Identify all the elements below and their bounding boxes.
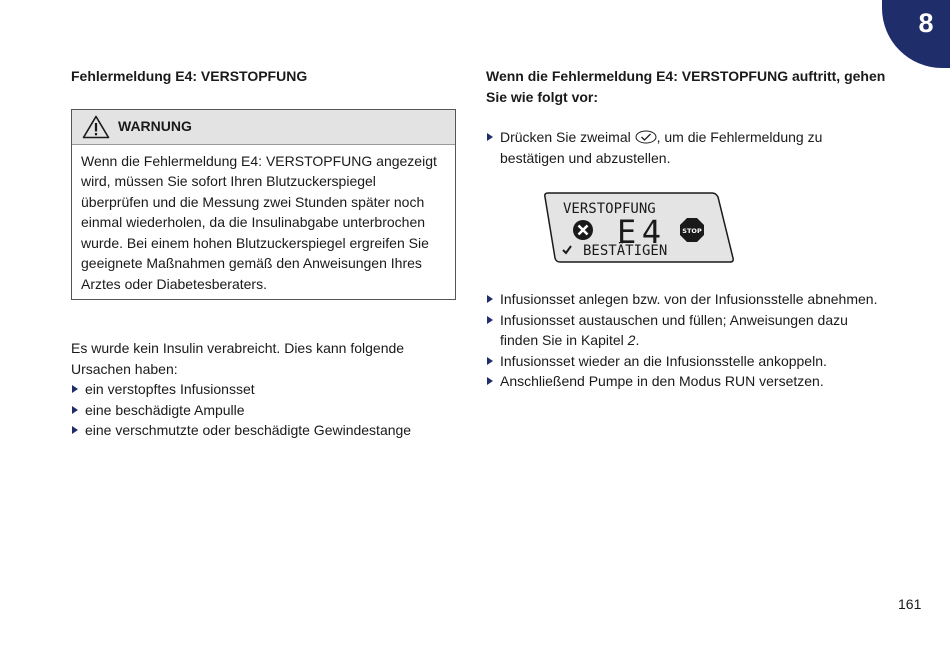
stop-icon xyxy=(680,218,704,242)
list-item xyxy=(486,310,886,351)
warning-box xyxy=(71,109,456,301)
warning-triangle-icon xyxy=(82,115,110,139)
section-heading: Fehlermeldung E4: VERSTOPFUNG xyxy=(71,68,308,84)
display-error-code: E4 xyxy=(617,213,661,251)
pump-display xyxy=(544,191,734,263)
left-column xyxy=(71,66,461,441)
list-item: Anschließend Pumpe in den Modus RUN versetzen. xyxy=(486,371,886,392)
display-line-3: BESTÄTIGEN xyxy=(583,243,668,259)
list-item: Infusionsset wieder an die Infusionsstelle ankoppeln. xyxy=(486,351,886,372)
chapter-number: 8 xyxy=(918,8,934,38)
list-item: Infusionsset anlegen bzw. von der Infusionsstelle abnehmen. xyxy=(486,289,886,310)
warning-title: WARNUNG xyxy=(118,118,192,135)
warning-text: Wenn die Fehlermeldung E4: VERSTOPFUNG angezeigt wird, müssen Sie sofort Ihren Blutzuckerspiegel überprüfen und die Messung zwei Stunden später noch einmal wiederholen, da die Insulinabgabe unterbrochen wurde. Bei einem hohen Blutzuckerspiegel ergreifen Sie geeignete Maßnahmen gemäß den Anweisungen Ihres Arztes oder Diabetesberaters. xyxy=(81,152,437,292)
page-number: 161 xyxy=(898,596,922,612)
right-column xyxy=(486,66,886,392)
stop-label: STOP xyxy=(682,227,702,235)
chapter-reference: 2 xyxy=(627,332,636,348)
pump-display-screen xyxy=(544,191,734,263)
step-text: Infusionsset austauschen und füllen; Anweisungen dazu finden Sie in Kapitel xyxy=(500,311,848,348)
warning-header xyxy=(72,110,455,145)
display-line-1: VERSTOPFUNG xyxy=(563,201,656,217)
step-list xyxy=(486,127,886,168)
causes-list xyxy=(71,379,461,441)
check-button-icon xyxy=(635,130,657,144)
list-item: ein verstopftes Infusionsset xyxy=(71,379,461,400)
step-text-suffix: . xyxy=(635,332,640,348)
step-text: Drücken Sie zweimal xyxy=(500,129,631,145)
list-item: eine verschmutzte oder beschädigte Gewindestange xyxy=(71,420,461,441)
procedure-steps xyxy=(486,289,886,392)
causes-intro: Es wurde kein Insulin verabreicht. Dies kann folgende Ursachen haben: xyxy=(71,340,405,377)
step-text: , um die Fehlermeldung zu bestätigen und abzustellen. xyxy=(500,129,823,166)
error-x-icon xyxy=(573,220,593,240)
list-item: eine beschädigte Ampulle xyxy=(71,400,461,421)
list-item xyxy=(486,127,886,168)
procedure-heading: Wenn die Fehlermeldung E4: VERSTOPFUNG auftritt, gehen Sie wie folgt vor: xyxy=(486,68,886,105)
